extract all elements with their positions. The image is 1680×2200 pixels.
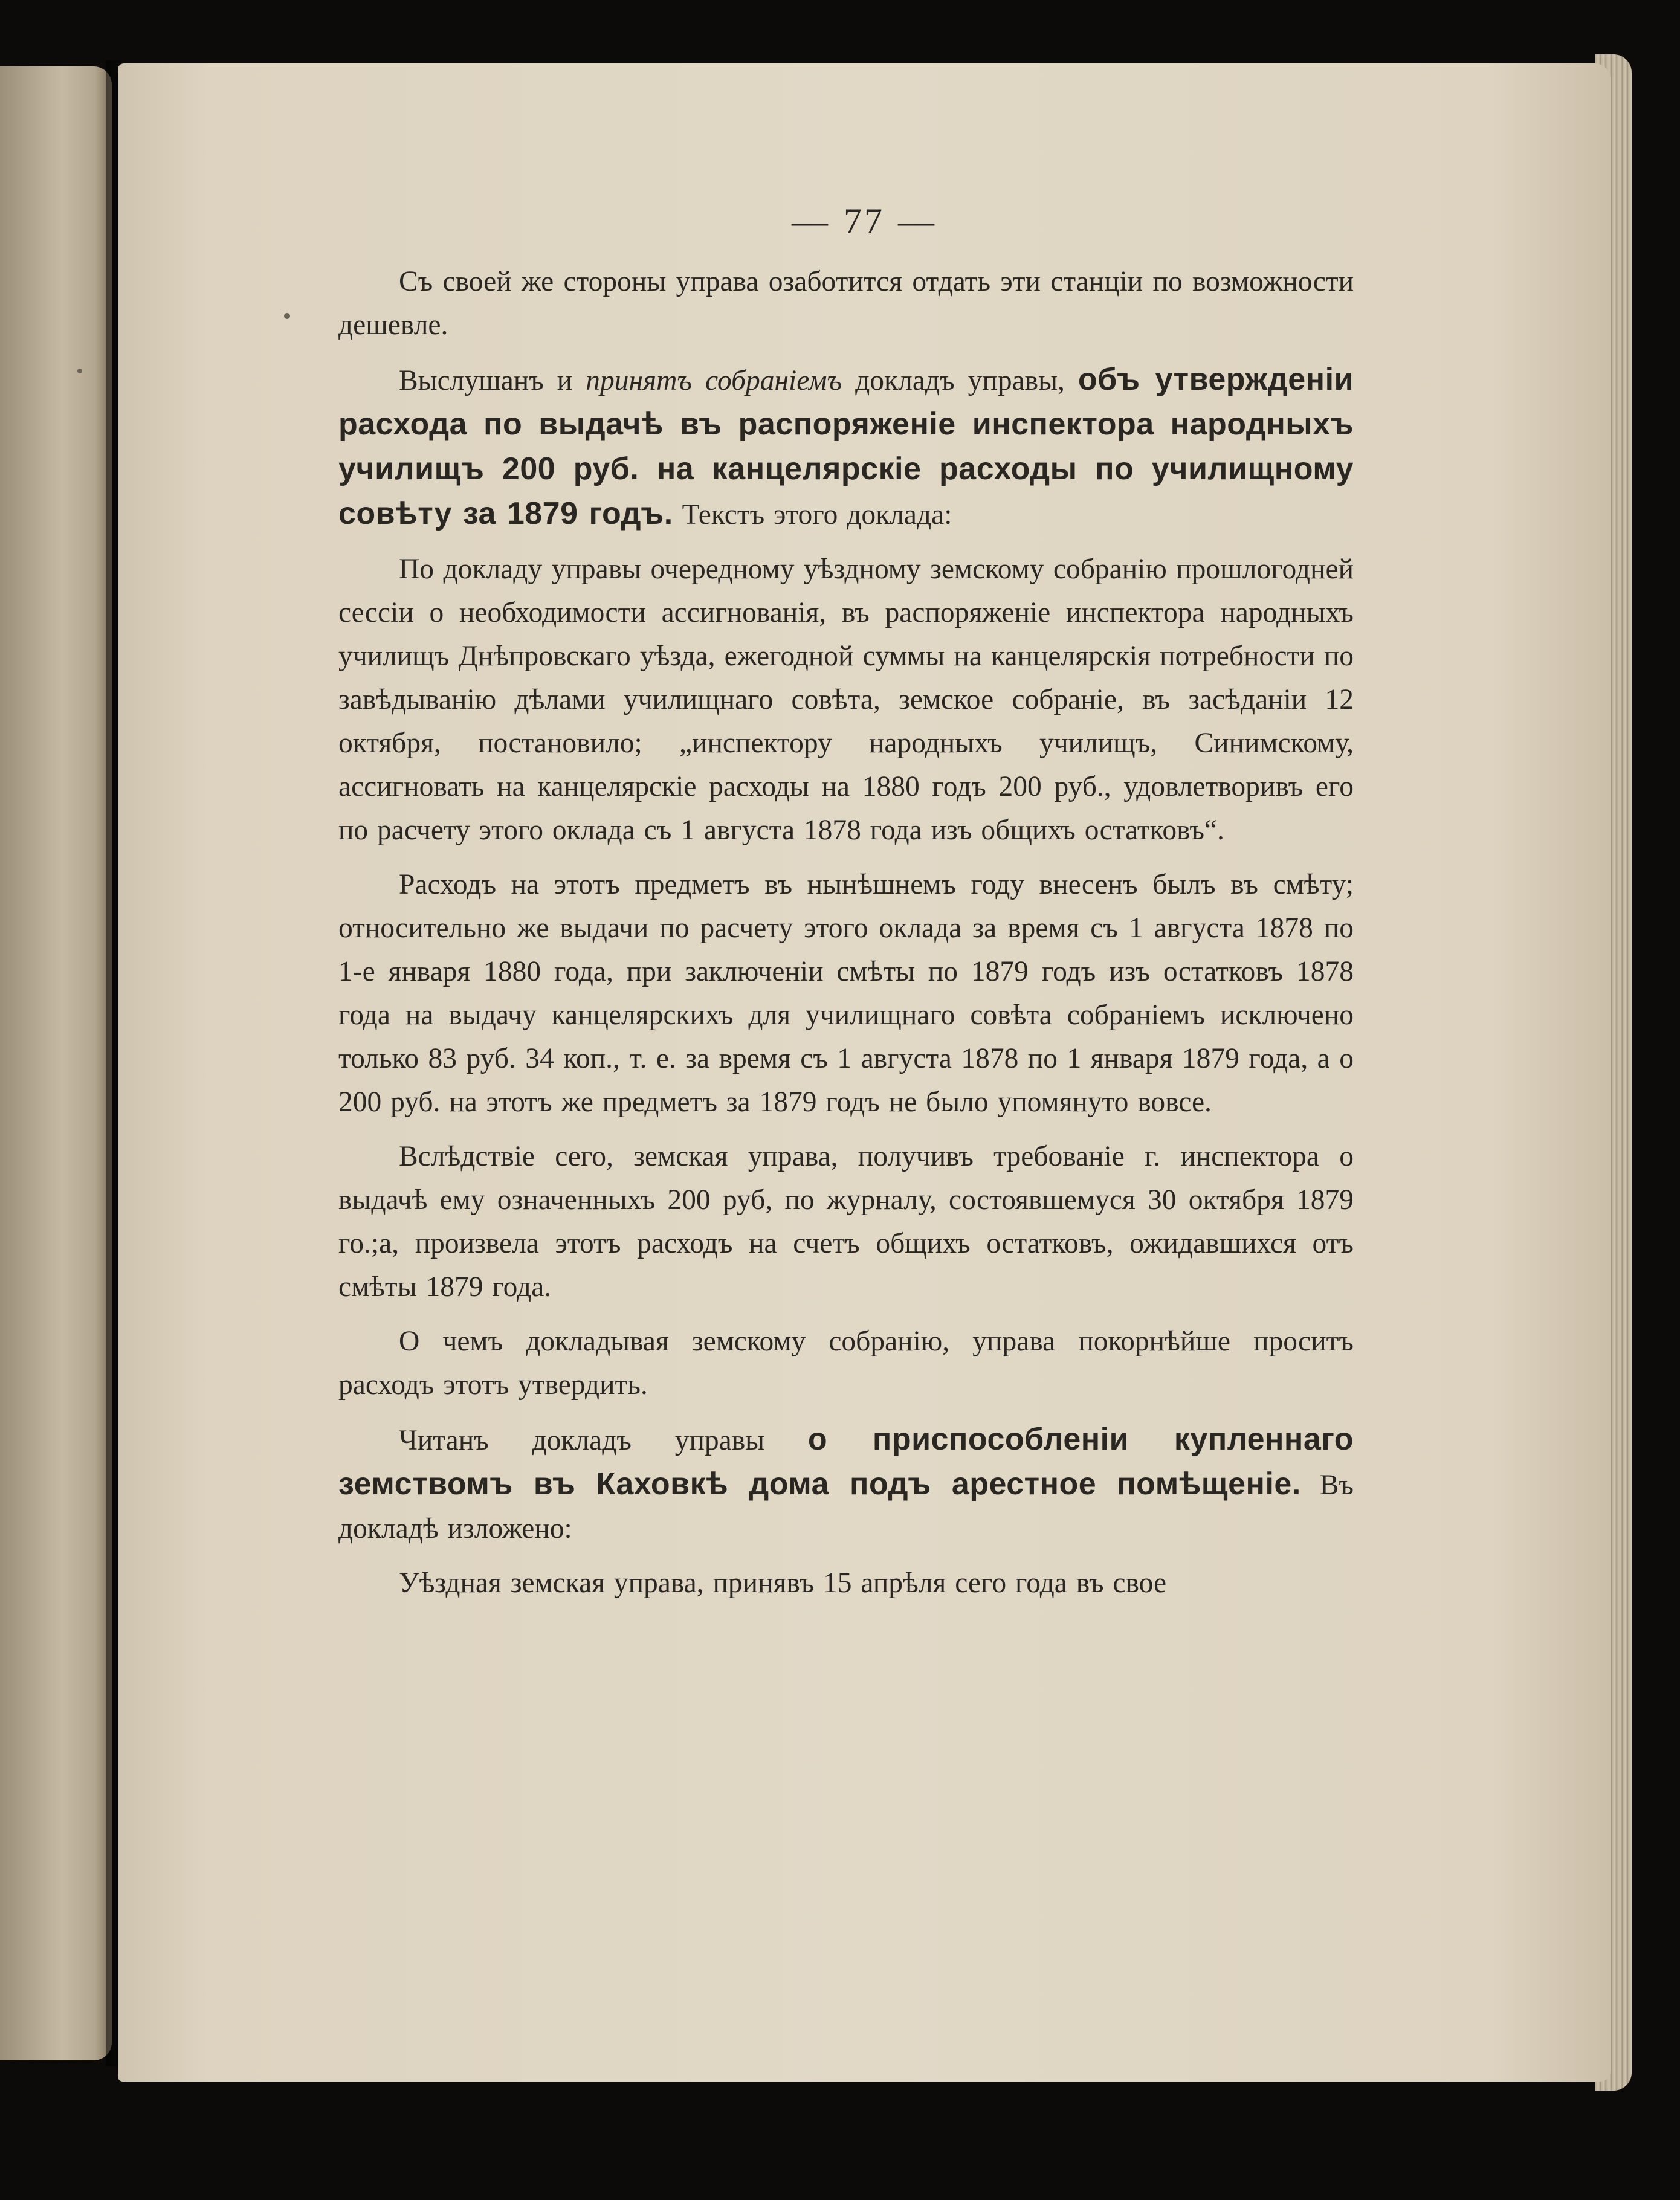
paragraph-tail: Въ докладѣ изложено: — [338, 1469, 1354, 1544]
italic-phrase: принятъ собраніемъ — [586, 365, 842, 396]
page-number: — 77 — — [792, 201, 937, 241]
left-page-edge — [0, 66, 112, 2060]
paragraph-mid: докладъ управы, — [842, 365, 1078, 396]
paragraph — [338, 1320, 1354, 1407]
ink-speck — [77, 369, 82, 373]
paragraph-resolution-inspector — [338, 358, 1354, 537]
bold-heading: объ утвержденіи расхода по выдачѣ въ распоряженіе инспектора народныхъ училищъ 200 руб. на канцелярскіе расходы по училищному совѣту за 1879 годъ. — [338, 362, 1354, 531]
paragraph — [338, 863, 1354, 1124]
bold-heading: о приспособленіи купленнаго земствомъ въ Каховкѣ дома подъ арестное помѣщеніе. — [338, 1422, 1354, 1502]
paragraph-resolution-kakhovka — [338, 1418, 1354, 1550]
paragraph-text: Расходъ на этотъ предметъ въ нынѣшнемъ году внесенъ былъ въ смѣту; относительно же выдачи по расчету этого оклада за время съ 1 августа 1878 по 1-е января 1880 года, при заключеніи смѣты по 1879 годъ изъ остатковъ 1878 года на выдачу канцелярскихъ для училищнаго совѣта собраніемъ исключено только 83 руб. 34 коп., т. е. за время съ 1 августа 1878 по 1 января 1879 года, а о 200 руб. на этотъ же предметъ за 1879 годъ не было упомянуто вовсе. — [338, 869, 1354, 1118]
paragraph-lead: Читанъ докладъ управы — [399, 1425, 808, 1456]
paragraph-text: По докладу управы очередному уѣздному земскому собранію прошлогодней сессіи о необходимости ассигнованія, въ распоряженіе инспектора народныхъ училищъ Днѣпровскаго уѣзда, ежегодной суммы на канцелярскія потребности по завѣдыванію дѣлами училищнаго совѣта, земское собраніе, въ засѣданіи 12 октября, постановило; „инспектору народныхъ училищъ, Синимскому, ассигновать на канцелярскіе расходы на 1880 годъ 200 руб., удовлетворивъ его по расчету этого оклада съ 1 августа 1878 года изъ общихъ остатковъ“. — [338, 553, 1354, 846]
paragraph-text: О чемъ докладывая земскому собранію, управа покорнѣйше проситъ расходъ этотъ утвердить. — [338, 1326, 1354, 1401]
paragraph-text: Вслѣдствіе сего, земская управа, получивъ требованіе г. инспектора о выдачѣ ему означенныхъ 200 руб, по журналу, состоявшемуся 30 октября 1879 го.;а, произвела этотъ расходъ на счетъ общихъ остатковъ, ожидавшихся отъ смѣты 1879 года. — [338, 1141, 1354, 1303]
page-text — [338, 199, 1354, 1616]
paragraph-lead: Выслушанъ и — [399, 365, 586, 396]
paragraph — [338, 547, 1354, 852]
paragraph-text: Съ своей же стороны управа озаботится отдать эти станціи по возможности дешевле. — [338, 266, 1354, 341]
paragraph-text: Уѣздная земская управа, принявъ 15 апрѣля сего года въ свое — [399, 1567, 1167, 1599]
paragraph-tail: Текстъ этого доклада: — [673, 499, 952, 531]
ink-speck — [284, 313, 290, 319]
paragraph — [338, 1135, 1354, 1309]
paragraph — [338, 260, 1354, 347]
paragraph — [338, 1561, 1354, 1605]
